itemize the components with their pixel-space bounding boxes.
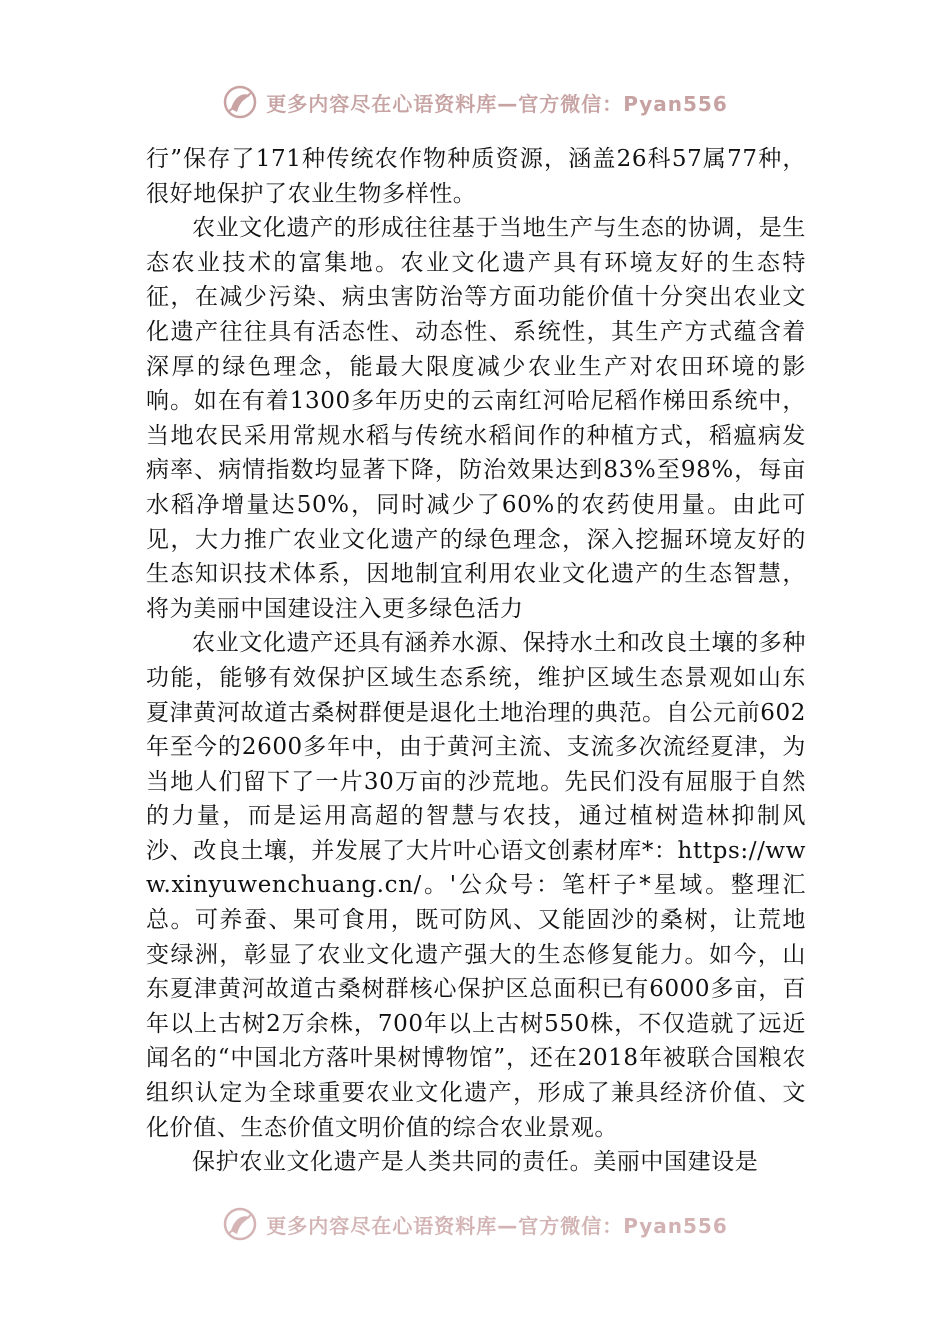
paragraph-1: 行”保存了171种传统农作物种质资源，涵盖26科57属77种，很好地保护了农业生物多样性。 <box>146 146 806 207</box>
watermark-header <box>0 84 950 120</box>
paragraph-2: 农业文化遗产的形成往往基于当地生产与生态的协调，是生态农业技术的富集地。农业文化遗产具有环境友好的生态特征，在减少污染、病虫害防治等方面功能价值十分突出农业文化遗产往往具有活态性、动态性、系统性，其生产方式蕴含着深厚的绿色理念，能最大限度减少农业生产对农田环境的影响。如在有着1300多年历史的云南红河哈尼稻作梯田系统中，当地农民采用常规水稻与传统水稻间作的种植方式，稻瘟病发病率、病情指数均显著下降，防治效果达到83%至98%，每亩水稻净增量达50%，同时减少了60%的农药使用量。由此可见，大力推广农业文化遗产的绿色理念，深入挖掘环境友好的生态知识技术体系，因地制宜利用农业文化遗产的生态智慧，将为美丽中国建设注入更多绿色活力 <box>146 215 806 622</box>
paragraph-3: 农业文化遗产还具有涵养水源、保持水土和改良土壤的多种功能，能够有效保护区域生态系统，维护区域生态景观如山东夏津黄河故道古桑树群便是退化土地治理的典范。自公元前602年至今的2600多年中，由于黄河主流、支流多次流经夏津，为当地人们留下了一片30万亩的沙荒地。先民们没有屈服于自然的力量，而是运用高超的智慧与农技，通过植树造林抑制风沙、改良土壤，并发展了大片叶心语文创素材库*：https://www.xinyuwenchuang.cn/。'公众号：笔杆子*星域。整理汇总。可养蚕、果可食用，既可防风、又能固沙的桑树，让荒地变绿洲，彰显了农业文化遗产强大的生态修复能力。如今，山东夏津黄河故道古桑树群核心保护区总面积已有6000多亩，百年以上古树2万余株，700年以上古树550株，不仅造就了远近闻名的“中国北方落叶果树博物馆”，还在2018年被联合国粮农组织认定为全球重要农业文化遗产，形成了兼具经济价值、文化价值、生态价值文明价值的综合农业景观。 <box>146 630 806 1141</box>
watermark-text: 更多内容尽在心语资料库—官方微信：Pyan556 <box>266 91 728 116</box>
watermark-footer <box>0 1206 950 1242</box>
watermark-text: 更多内容尽在心语资料库—官方微信：Pyan556 <box>266 1213 728 1238</box>
paragraph-4: 保护农业文化遗产是人类共同的责任。美丽中国建设是 <box>192 1149 759 1176</box>
logo-icon <box>222 84 258 120</box>
logo-icon <box>222 1206 258 1242</box>
document-body <box>146 142 806 1180</box>
